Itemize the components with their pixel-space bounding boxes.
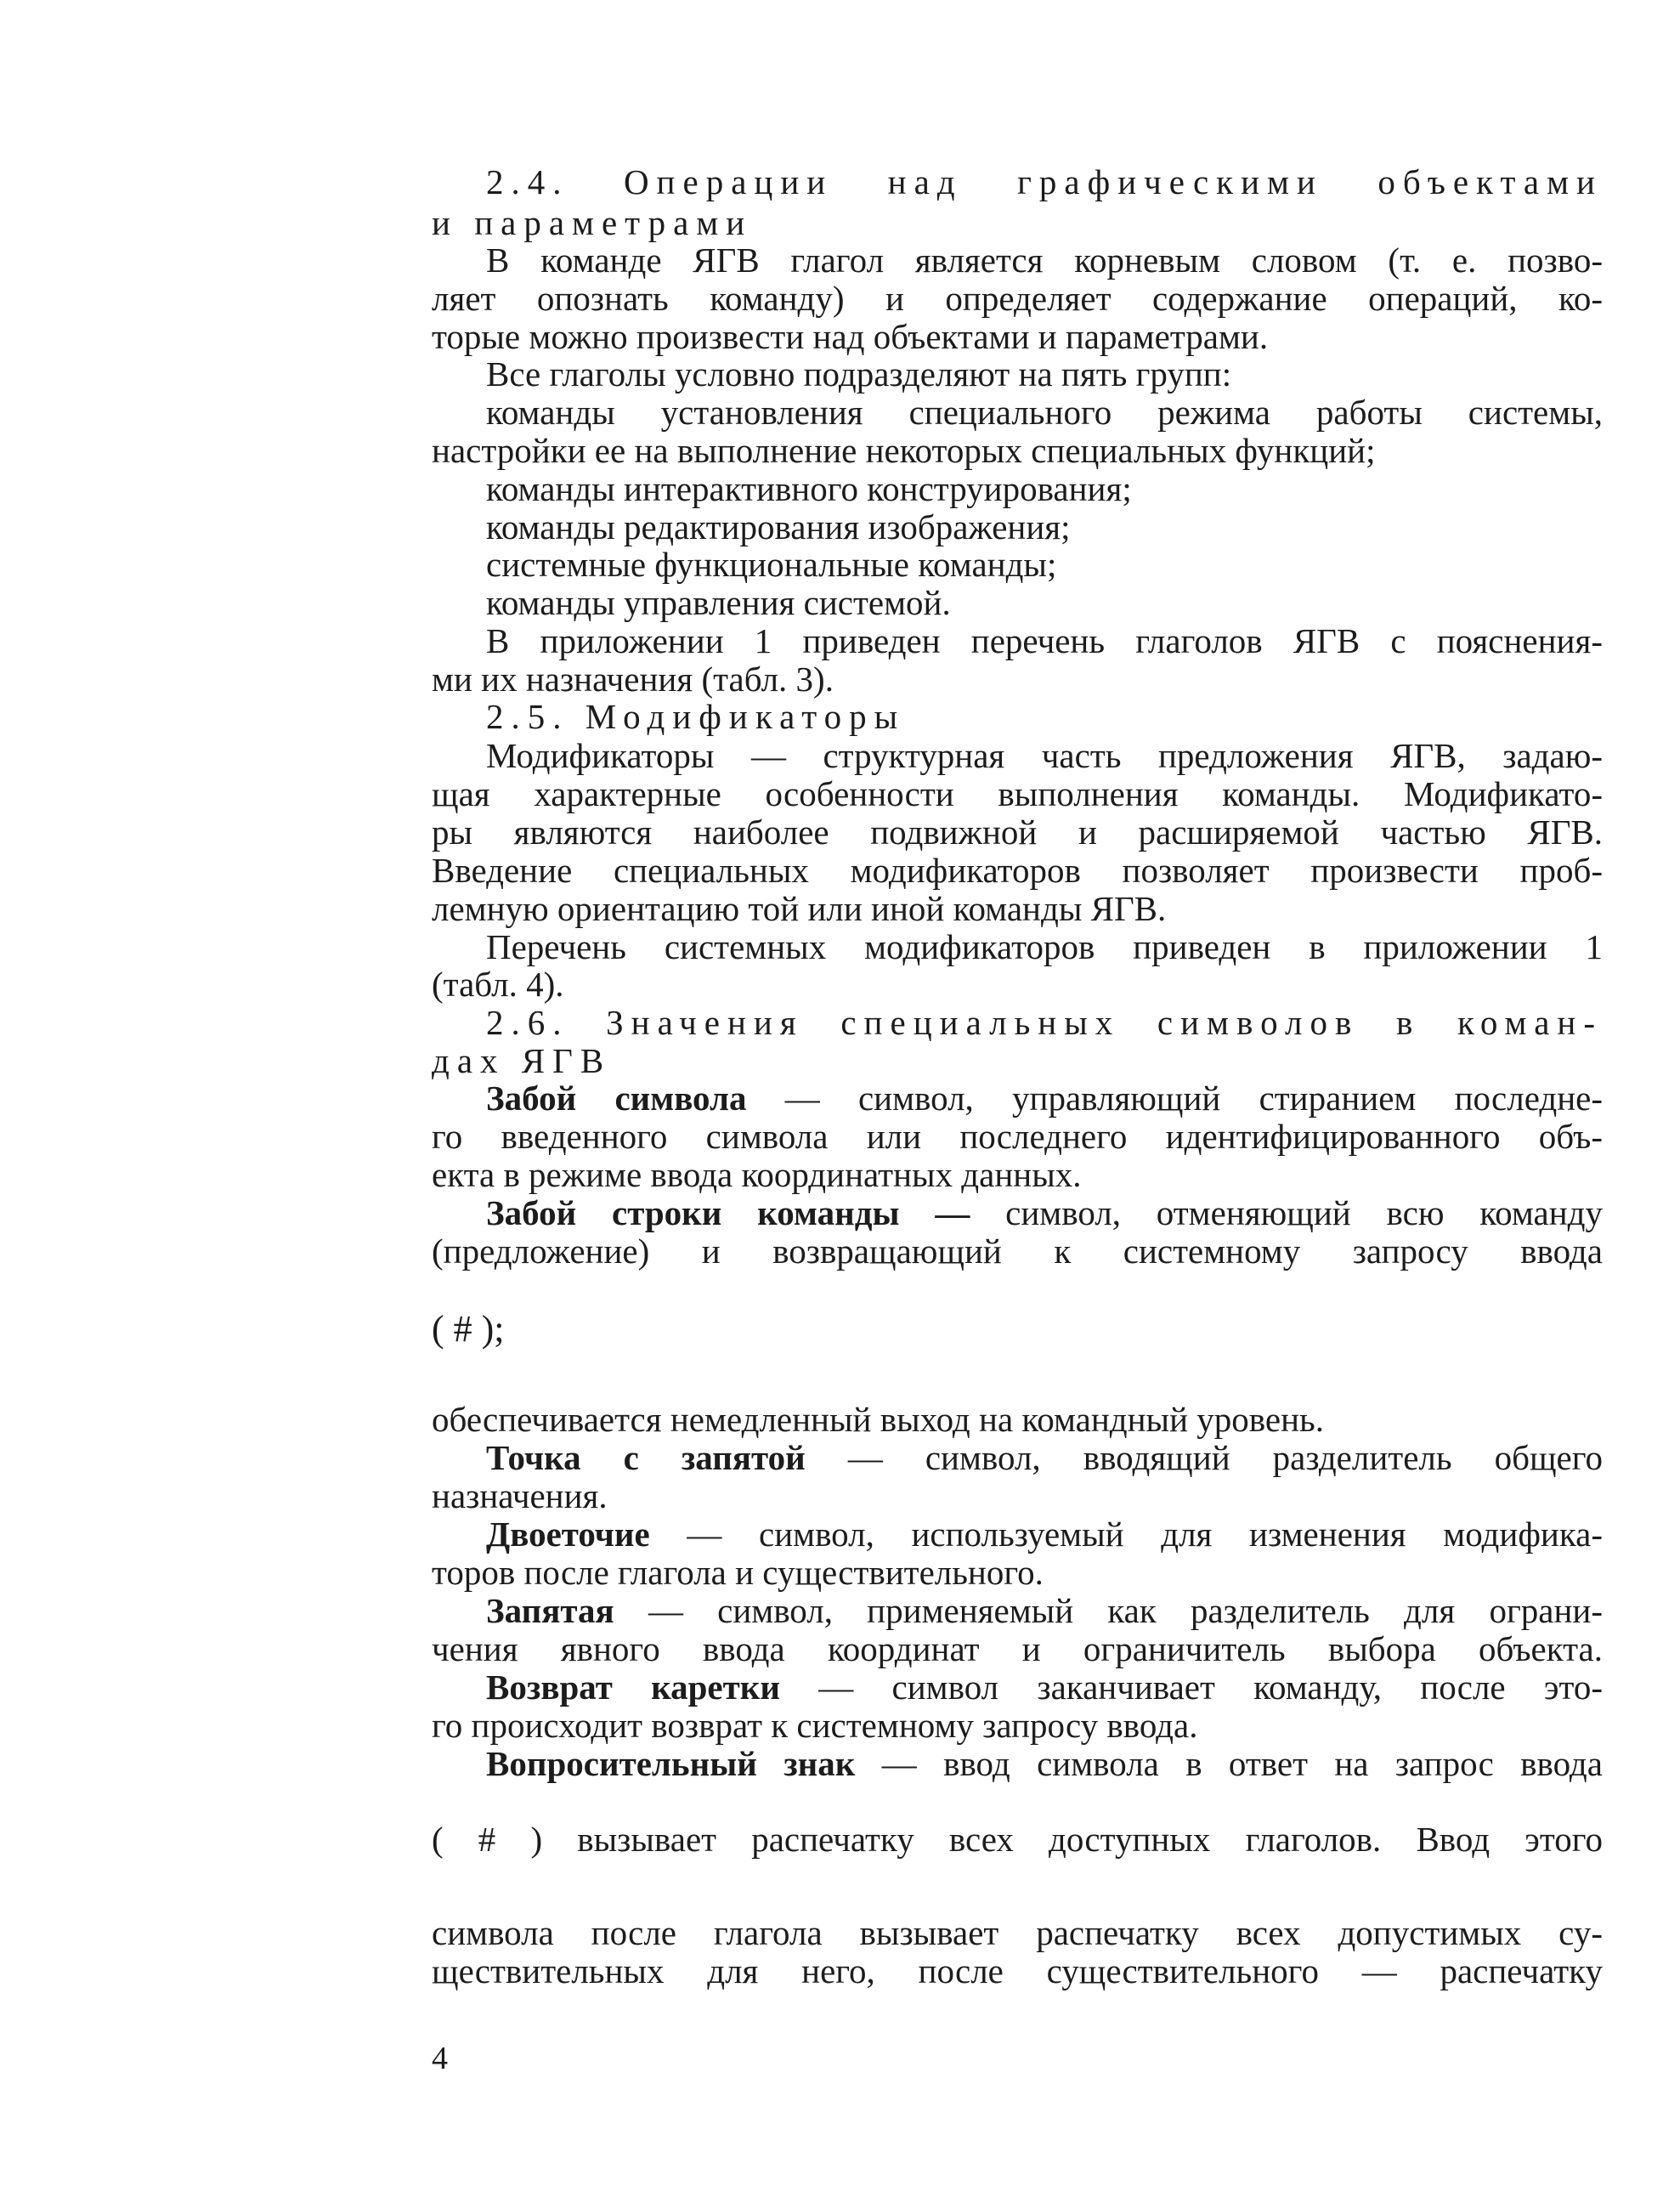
term-line-kill: Забой строки команды — — [486, 1193, 970, 1232]
list-item: системные функциональные команды; — [486, 545, 1057, 584]
definition-line: Забой символа — символ, управляющий стиранием последне- — [486, 1079, 1603, 1118]
definition-line: символа после глагола вызывает распечатку всех допустимых су- — [432, 1913, 1603, 1952]
section-2-4-heading-line1: 2.4. Операции над графическими объектами — [486, 162, 1603, 201]
list-item: команды управления системой. — [486, 583, 951, 622]
term-comma: Запятая — [486, 1591, 614, 1630]
definition-line: ществительных для него, после существительного — распечатку — [432, 1951, 1603, 1990]
definition-line: Запятая — символ, применяемый как разделитель для ограни- — [486, 1591, 1603, 1630]
definition-line: (предложение) и возвращающий к системному запросу ввода — [432, 1232, 1603, 1271]
definition-line: го происходит возврат к системному запросу ввода. — [432, 1706, 1198, 1745]
paragraph-line: В приложении 1 приведен перечень глаголов ЯГВ с пояснения- — [486, 621, 1603, 660]
paragraph-line: ми их назначения (табл. 3). — [432, 660, 834, 699]
definition-line: Двоеточие — символ, используемый для изменения модифика- — [486, 1515, 1603, 1554]
list-item: настройки ее на выполнение некоторых специальных функций; — [432, 431, 1376, 470]
list-item: команды редактирования изображения; — [486, 507, 1071, 546]
definition-line: торов после глагола и существительного. — [432, 1553, 1044, 1592]
definition-line: назначения. — [432, 1476, 608, 1515]
definition-line: чения явного ввода координат и ограничитель выбора объекта. — [432, 1629, 1603, 1668]
paragraph-line: лемную ориентацию той или иной команды ЯГВ. — [432, 889, 1167, 928]
list-item: команды установления специального режима работы системы, — [486, 393, 1603, 432]
definition-line: Вопросительный знак — ввод символа в ответ на запрос ввода — [486, 1744, 1603, 1783]
paragraph-line: ляет опознать команду) и определяет содержание операций, ко- — [432, 279, 1603, 318]
section-2-5-heading: 2.5. Модификаторы — [486, 697, 906, 736]
section-2-6-heading-line2: дах ЯГВ — [432, 1041, 612, 1080]
definition-line: Возврат каретки — символ заканчивает команду, после это- — [486, 1668, 1603, 1707]
paragraph-line: ры являются наиболее подвижной и расширяемой частью ЯГВ. — [432, 813, 1603, 852]
term-backspace: Забой символа — [486, 1079, 747, 1118]
definition-line: обеспечивается немедленный выход на командный уровень. — [432, 1400, 1325, 1439]
term-colon: Двоеточие — [486, 1515, 650, 1554]
page-number: 4 — [432, 2041, 448, 2076]
paragraph-line: Перечень системных модификаторов приведен в приложении 1 — [486, 927, 1603, 966]
section-2-6-heading-line1: 2.6. Значения специальных символов в коман- — [486, 1003, 1603, 1042]
paragraph-line: Все глаголы условно подразделяют на пять групп: — [486, 354, 1232, 394]
paragraph-line: (табл. 4). — [432, 965, 564, 1004]
paragraph-line: щая характерные особенности выполнения команды. Модификато- — [432, 774, 1603, 813]
definition-line: Забой строки команды — символ, отменяющий всю команду — [486, 1193, 1603, 1232]
term-question-mark: Вопросительный знак — [486, 1744, 856, 1783]
paragraph-line: В команде ЯГВ глагол является корневым словом (т. е. позво- — [486, 241, 1603, 280]
term-semicolon: Точка с запятой — [486, 1438, 806, 1477]
symbol-line: ( # ); — [432, 1308, 505, 1350]
paragraph-line: Введение специальных модификаторов позволяет произвести проб- — [432, 851, 1603, 890]
term-carriage-return: Возврат каретки — [486, 1668, 780, 1707]
section-2-4-heading-line2: и параметрами — [432, 203, 753, 242]
definition-line: Точка с запятой — символ, вводящий разделитель общего — [486, 1438, 1604, 1477]
definition-line: ( # ) вызывает распечатку всех доступных глаголов. Ввод этого — [432, 1820, 1603, 1859]
definition-line: екта в режиме ввода координатных данных. — [432, 1155, 1082, 1194]
list-item: команды интерактивного конструирования; — [486, 469, 1132, 508]
paragraph-line: торые можно произвести над объектами и параметрами. — [432, 317, 1269, 356]
paragraph-line: Модификаторы — структурная часть предложения ЯГВ, задаю- — [486, 736, 1603, 775]
definition-line: го введенного символа или последнего идентифицированного объ- — [432, 1117, 1603, 1156]
